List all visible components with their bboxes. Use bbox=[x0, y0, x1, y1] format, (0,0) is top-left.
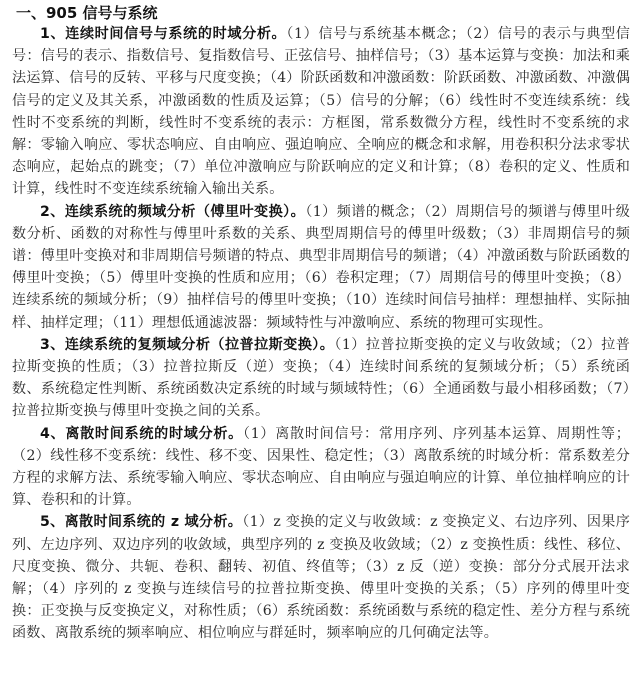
topic-body: （1）拉普拉斯变换的定义与收敛域；（2）拉普拉斯变换的性质；（3）拉普拉斯反（逆）变换；（4）连续时间系统的复频域分析；（5）系统函数、系统稳定性判断、系统函数决定系统的时域与频域特性；（6）全通函数与最小相移函数；（7）拉普拉斯变换与傅里叶变换之间的关系。 bbox=[12, 336, 630, 420]
topic-number: 3、 bbox=[40, 336, 65, 353]
topic-paragraph-4 bbox=[12, 423, 630, 512]
topic-body: （1）z 变换的定义与收敛域：z 变换定义、右边序列、因果序列、左边序列、双边序列的收敛域，典型序列的 z 变换及收敛域；（2）z 变换性质：线性、移位、尺度变换、微分、共轭、卷积、翻转、初值、终值等；（3）z 反（逆）变换：部分分式展开法求解；（4）序列的 z 变换与连续信号的拉普拉斯变换、傅里叶变换的关系；（5）序列的傅里叶变换：正变换与反变换定义，对称性质；（6）系统函数：系统函数与系统的稳定性、差分方程与系统函数、离散系统的频率响应、相位响应与群延时，频率响应的几何确定法等。 bbox=[12, 514, 630, 642]
topic-paragraph-2 bbox=[12, 201, 630, 334]
topic-number: 4、 bbox=[40, 425, 66, 442]
topic-body: （1）离散时间信号：常用序列、序列基本运算、周期性等；（2）线性移不变系统：线性、移不变、因果性、稳定性；（3）离散系统的时域分析：常系数差分方程的求解方法、系统零输入响应、零状态响应、自由响应与强迫响应的计算、单位抽样响应的计算、卷积和的计算。 bbox=[12, 425, 630, 509]
topic-body: （1）信号与系统基本概念；（2）信号的表示与典型信号：信号的表示、指数信号、复指数信号、正弦信号、抽样信号；（3）基本运算与变换：加法和乘法运算、信号的反转、平移与尺度变换；（4）阶跃函数和冲激函数：阶跃函数、冲激函数、冲激偶信号的定义及其关系，冲激函数的性质及运算；（5）信号的分解；（6）线性时不变连续系统：线性时不变系统的判断，线性时不变系统的表示：方框图，常系数微分方程，线性时不变系统的求解：零输入响应、零状态响应、自由响应、强迫响应、全响应的概念和求解，用卷积积分法求零状态响应，起始点的跳变；（7）单位冲激响应与阶跃响应的定义和计算；（8）卷积的定义、性质和计算，线性时不变连续系统输入输出关系。 bbox=[12, 26, 630, 198]
topic-title: 连续系统的频域分析（傅里叶变换）。 bbox=[64, 203, 306, 220]
topic-title: 离散时间系统的 z 域分析。 bbox=[64, 514, 243, 531]
section-heading: 一、905 信号与系统 bbox=[16, 4, 158, 22]
topic-number: 2、 bbox=[40, 203, 65, 220]
topic-paragraph-1 bbox=[12, 23, 630, 201]
topic-paragraph-3 bbox=[12, 334, 630, 423]
topic-body: （1）频谱的概念；（2）周期信号的频谱与傅里叶级数分析、函数的对称性与傅里叶系数的关系、典型周期信号的傅里叶级数；（3）非周期信号的频谱：傅里叶变换对和非周期信号频谱的特点、典型非周期信号的频谱；（4）冲激函数与阶跃函数的傅里叶变换；（5）傅里叶变换的性质和应用；（6）卷积定理；（7）周期信号的傅里叶变换；（8）连续系统的频域分析；（9）抽样信号的傅里叶变换；（10）连续时间信号抽样：理想抽样、实际抽样、抽样定理；（11）理想低通滤波器：频域特性与冲激响应、系统的物理可实现性。 bbox=[12, 203, 630, 331]
topic-title: 连续时间信号与系统的时域分析。 bbox=[65, 26, 287, 42]
topic-paragraph-5 bbox=[12, 511, 630, 644]
topic-title: 离散时间系统的时域分析。 bbox=[65, 425, 243, 442]
topic-number: 1、 bbox=[40, 26, 66, 42]
topic-number: 5、 bbox=[40, 514, 65, 531]
topic-title: 连续系统的复频域分析（拉普拉斯变换）。 bbox=[64, 336, 335, 353]
